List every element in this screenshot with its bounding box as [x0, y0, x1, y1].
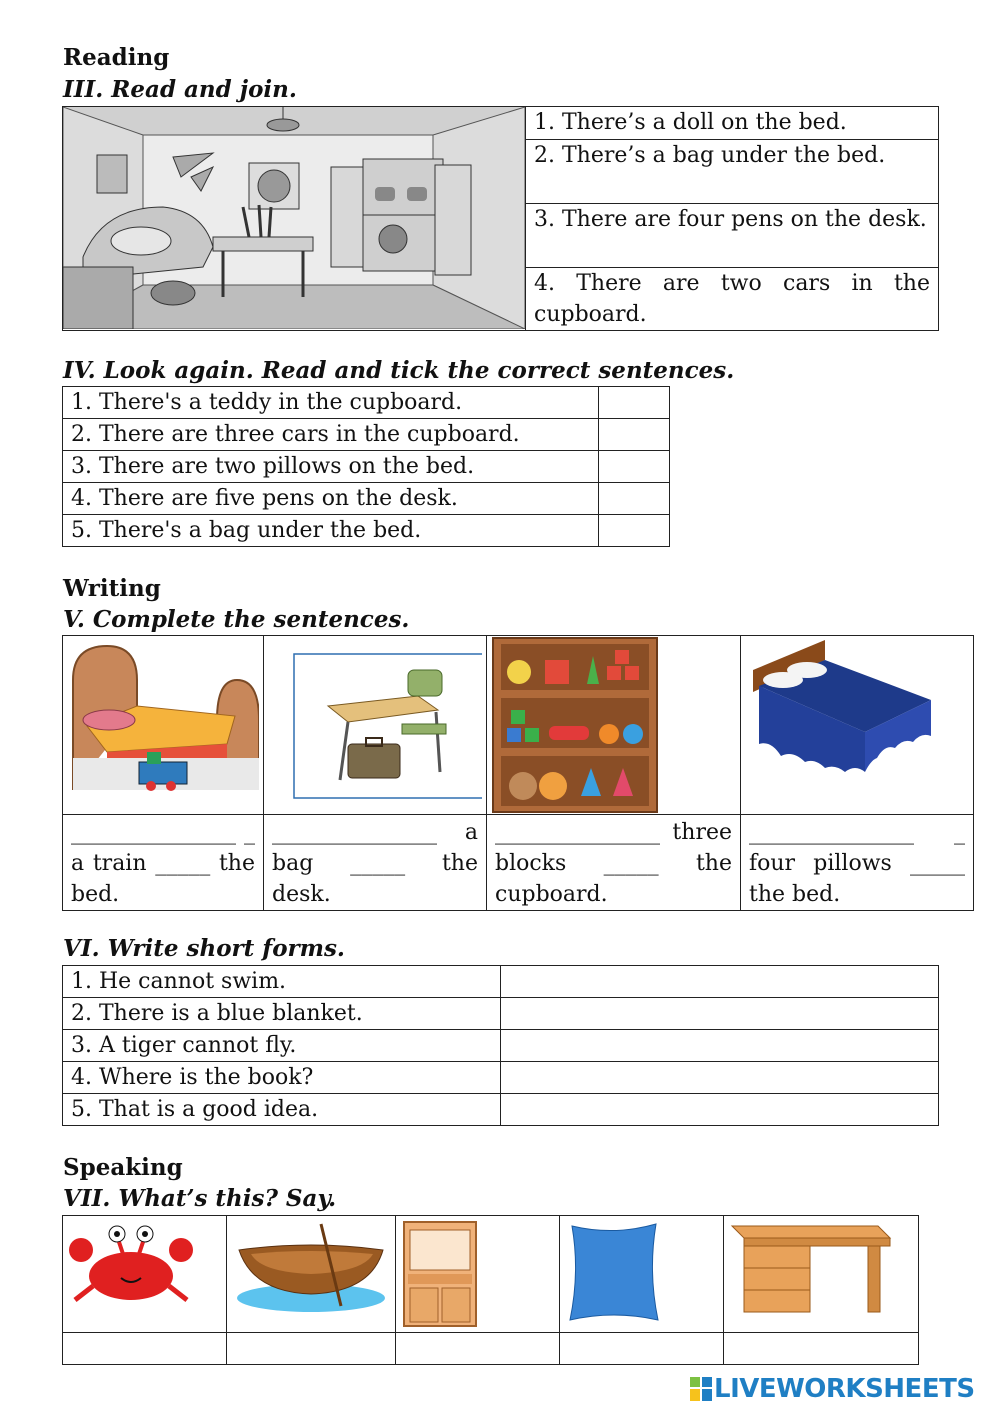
tick-box-4[interactable]	[599, 483, 670, 515]
join-sentence-3[interactable]: 3. There are four pens on the desk.	[526, 204, 939, 268]
bed-with-train-cell	[63, 636, 264, 815]
section-heading-reading: Reading	[63, 44, 170, 71]
complete-prompt-2[interactable]: _______________ a bag _____ the desk.	[264, 815, 487, 911]
join-sentence-4[interactable]: 4. There are two cars in the cupboard.	[526, 268, 939, 331]
whats-this-table	[62, 1215, 919, 1365]
toy-shelf-cell	[487, 636, 741, 815]
whats-this-answer-3[interactable]	[396, 1333, 560, 1365]
tick-sentence-5: 5. There's a bag under the bed.	[63, 515, 599, 547]
short-forms-table	[62, 965, 939, 1126]
liveworksheets-logo-icon	[690, 1375, 712, 1403]
bedroom-scene-image	[63, 107, 525, 329]
boat-cell	[227, 1216, 396, 1333]
short-form-answer-2[interactable]	[501, 998, 939, 1030]
complete-prompt-4[interactable]: _______________ _ four pillows _____ the bed.	[741, 815, 974, 911]
desk-image	[728, 1220, 892, 1316]
whats-this-answer-4[interactable]	[560, 1333, 724, 1365]
blue-bed-cell	[741, 636, 974, 815]
short-form-answer-3[interactable]	[501, 1030, 939, 1062]
tick-box-3[interactable]	[599, 451, 670, 483]
crab-cell	[63, 1216, 227, 1333]
read-and-join-table	[62, 106, 939, 331]
pillow-image	[564, 1220, 664, 1324]
short-form-answer-5[interactable]	[501, 1094, 939, 1126]
pillow-cell	[560, 1216, 724, 1333]
short-form-answer-1[interactable]	[501, 966, 939, 998]
section-heading-speaking: Speaking	[63, 1154, 183, 1181]
blue-bed-image	[745, 640, 935, 780]
tick-sentences-table	[62, 386, 670, 547]
boat-image	[231, 1220, 391, 1320]
join-sentence-1[interactable]: 1. There’s a doll on the bed.	[526, 107, 939, 140]
task-title-short-forms: VI. Write short forms.	[63, 935, 345, 962]
section-heading-writing: Writing	[63, 575, 161, 602]
tick-sentence-3: 3. There are two pillows on the bed.	[63, 451, 599, 483]
whats-this-answer-5[interactable]	[724, 1333, 919, 1365]
task-title-complete-sentences: V. Complete the sentences.	[63, 606, 410, 633]
task-title-whats-this: VII. What’s this? Say.	[63, 1185, 337, 1212]
tick-sentence-1: 1. There's a teddy in the cupboard.	[63, 387, 599, 419]
tick-box-2[interactable]	[599, 419, 670, 451]
tick-box-1[interactable]	[599, 387, 670, 419]
tick-sentence-4: 4. There are five pens on the desk.	[63, 483, 599, 515]
desk-with-bag-image	[268, 640, 482, 800]
crab-image	[67, 1220, 197, 1310]
short-form-sentence-1: 1. He cannot swim.	[63, 966, 501, 998]
footer-logo-text: LIVEWORKSHEETS	[714, 1374, 975, 1404]
short-form-answer-4[interactable]	[501, 1062, 939, 1094]
task-title-tick-sentences: IV. Look again. Read and tick the correct sentences.	[63, 357, 735, 384]
short-form-sentence-3: 3. A tiger cannot fly.	[63, 1030, 501, 1062]
tick-sentence-2: 2. There are three cars in the cupboard.	[63, 419, 599, 451]
complete-prompt-1[interactable]: _______________ _ a train _____ the bed.	[63, 815, 264, 911]
whats-this-answer-2[interactable]	[227, 1333, 396, 1365]
cupboard-cell	[396, 1216, 560, 1333]
tick-box-5[interactable]	[599, 515, 670, 547]
complete-sentences-table	[62, 635, 974, 911]
short-form-sentence-2: 2. There is a blue blanket.	[63, 998, 501, 1030]
toy-shelf-image	[491, 636, 659, 814]
task-title-read-and-join: III. Read and join.	[63, 76, 297, 103]
cupboard-image	[400, 1220, 480, 1328]
footer-logo[interactable]	[690, 1374, 975, 1404]
complete-prompt-3[interactable]: _______________ three blocks _____ the cupboard.	[487, 815, 741, 911]
bedroom-picture-cell	[63, 107, 526, 331]
desk-cell	[724, 1216, 919, 1333]
bed-with-train-image	[67, 640, 259, 800]
desk-with-bag-cell	[264, 636, 487, 815]
whats-this-answer-1[interactable]	[63, 1333, 227, 1365]
join-sentence-2[interactable]: 2. There’s a bag under the bed.	[526, 140, 939, 204]
short-form-sentence-4: 4. Where is the book?	[63, 1062, 501, 1094]
short-form-sentence-5: 5. That is a good idea.	[63, 1094, 501, 1126]
